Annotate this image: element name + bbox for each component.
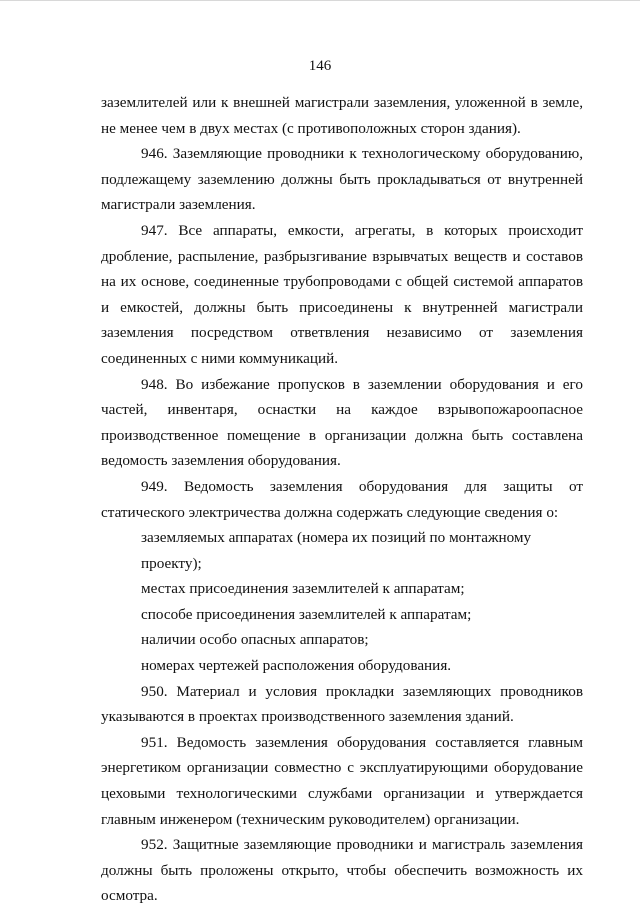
paragraph-952: 952. Защитные заземляющие проводники и магистраль заземления должны быть проложены открыто, чтобы обеспечить возможность их осмотра.: [101, 836, 583, 905]
paragraph-continuation: заземлителей или к внешней магистрали заземления, уложенной в земле, не менее чем в двух местах (с противоположных сторон здания).: [101, 94, 583, 137]
list-item: способе присоединения заземлителей к аппаратам;: [141, 605, 472, 623]
list-item: номерах чертежей расположения оборудования.: [141, 657, 452, 675]
page-top-edge: [0, 0, 640, 1]
list-item: местах присоединения заземлителей к аппаратам;: [141, 580, 465, 598]
paragraph-946: 946. Заземляющие проводники к технологическому оборудованию, подлежащему заземлению должны быть прокладываться от внутренней магистрали заземления.: [101, 145, 583, 214]
list-item: заземляемых аппаратах (номера их позиций по монтажному проекту);: [141, 529, 532, 572]
paragraph-949: 949. Ведомость заземления оборудования для защиты от статического электричества должна содержать следующие сведения о:: [101, 477, 583, 521]
paragraph-950: 950. Материал и условия прокладки заземляющих проводников указываются в проектах производственного заземления зданий.: [101, 682, 583, 726]
page-body: [101, 90, 583, 909]
paragraph-947: 947. Все аппараты, емкости, агрегаты, в которых происходит дробление, распыление, разбрызгивание взрывчатых веществ и составов на их основе, соединенные трубопроводами с общей системой аппаратов и емкостей, должны быть присоединены к внутренней магистрали заземления посредством ответвления независимо от заземления соединенных с ними коммуникаций.: [101, 221, 583, 367]
list-item: наличии особо опасных аппаратов;: [141, 631, 369, 649]
paragraph-948: 948. Во избежание пропусков в заземлении оборудования и его частей, инвентаря, оснастки на каждое взрывопожароопасное производственное помещение в организации должна быть составлена ведомость заземления оборудования.: [101, 375, 583, 470]
paragraph-951: 951. Ведомость заземления оборудования составляется главным энергетиком организации совместно с эксплуатирующими оборудование цеховыми технологическими службами организации и утверждается главным инженером (техническим руководителем) организации.: [101, 733, 583, 828]
page-number: 146: [308, 58, 332, 74]
